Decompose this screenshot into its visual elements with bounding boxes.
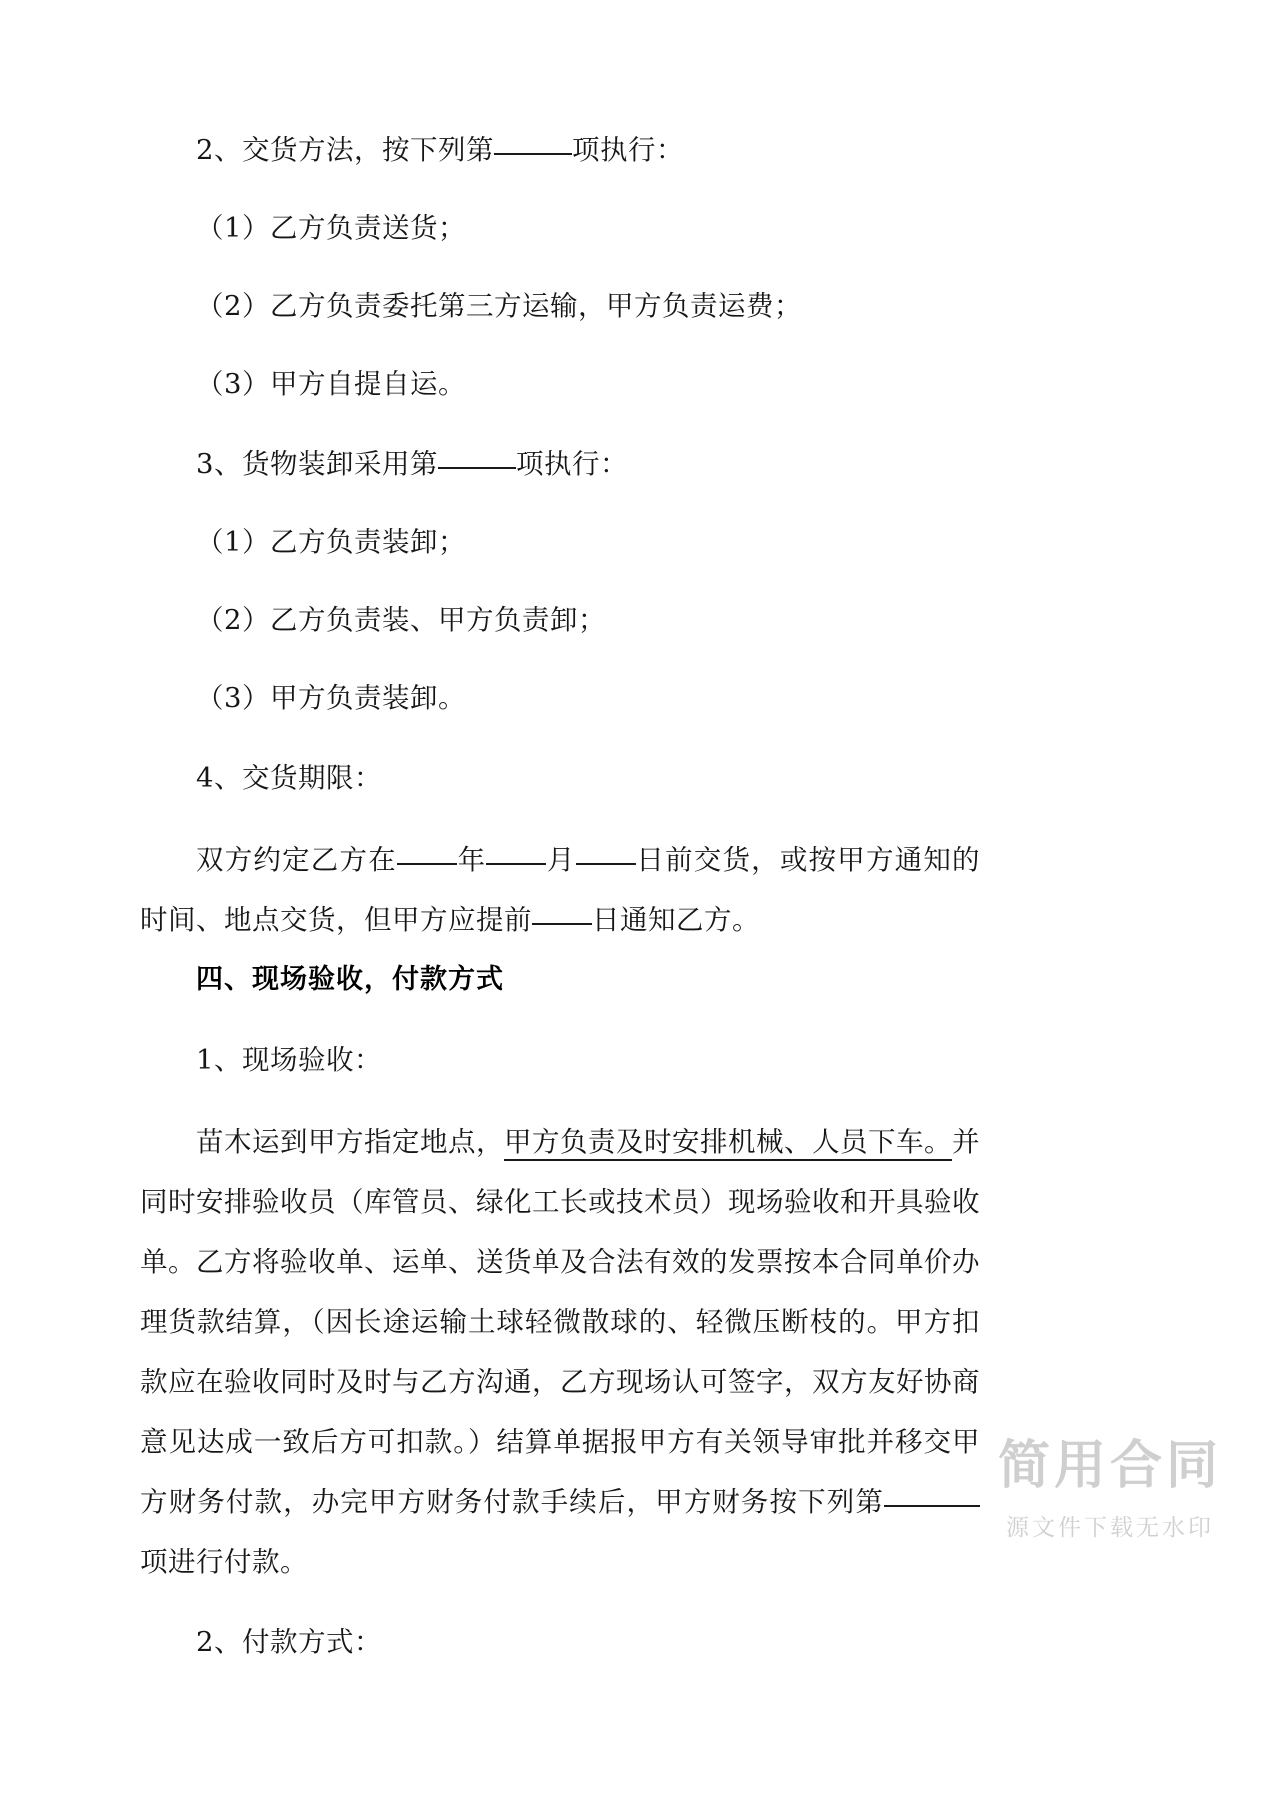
fill-in-blank[interactable]: [576, 863, 636, 865]
text-run: （2）乙方负责委托第三方运输，甲方负责运费；: [196, 290, 802, 322]
numbered-item: [140, 120, 980, 180]
watermark-brand: 简用合同: [997, 1436, 1222, 1497]
fill-in-blank[interactable]: [884, 1505, 980, 1507]
list-item: [140, 354, 980, 414]
watermark-tagline: 源文件下载无水印: [1005, 1515, 1214, 1541]
watermark: [998, 1437, 1222, 1542]
paragraph: [140, 830, 980, 950]
list-item: [140, 512, 980, 572]
list-item: [140, 198, 980, 258]
text-run: 苗木运到甲方指定地点，: [196, 1126, 504, 1158]
text-run: 日前交货，或按甲方通知的时间、地点交货，但甲方应提前: [140, 844, 981, 936]
text-run: 3、货物装卸采用第: [196, 448, 438, 480]
fill-in-blank[interactable]: [397, 863, 457, 865]
section-heading: [140, 950, 980, 1010]
fill-in-blank[interactable]: [486, 863, 546, 865]
text-run: 项执行：: [572, 134, 684, 166]
text-run: 2、交货方法，按下列第: [196, 134, 494, 166]
text-run: （3）甲方负责装卸。: [196, 682, 466, 714]
text-run: 4、交货期限：: [196, 762, 382, 794]
fill-in-blank[interactable]: [438, 467, 516, 469]
list-item: [140, 276, 980, 336]
text-run: （3）甲方自提自运。: [196, 368, 466, 400]
underlined-clause: 甲方负责及时安排机械、人员下车。: [504, 1126, 952, 1161]
text-run: 项进行付款。: [140, 1546, 308, 1578]
text-run: （2）乙方负责装、甲方负责卸；: [196, 604, 606, 636]
numbered-item: [140, 1030, 980, 1090]
text-run: 日通知乙方。: [592, 904, 760, 936]
text-run: 双方约定乙方在: [196, 844, 397, 876]
numbered-item: [140, 748, 980, 808]
text-run: （1）乙方负责送货；: [196, 212, 466, 244]
list-item: [140, 668, 980, 728]
text-run: 项执行：: [516, 448, 628, 480]
text-run: 并同时安排验收员（库管员、绿化工长或技术员）现场验收和开具验收单。乙方将验收单、运单、送货单及合法有效的发票按本合同单价办理货款结算，（因长途运输土球轻微散球的、轻微压断枝的。甲方扣款应在验收同时及时与乙方沟通，乙方现场认可签字，双方友好协商意见达成一致后方可扣款。）结算单据报甲方有关领导审批并移交甲方财务付款，办完甲方财务付款手续后，甲方财务按下列第: [140, 1126, 980, 1518]
text-run: 月: [546, 844, 576, 876]
text-run: 1、现场验收：: [196, 1044, 382, 1076]
document-body: [140, 120, 980, 1672]
text-run: 年: [456, 844, 487, 876]
fill-in-blank[interactable]: [494, 153, 572, 155]
numbered-item: [140, 1612, 980, 1672]
numbered-item: [140, 434, 980, 494]
fill-in-blank[interactable]: [532, 923, 592, 925]
paragraph: [140, 1112, 980, 1592]
text-run: 四、现场验收，付款方式: [196, 964, 504, 995]
text-run: 2、付款方式：: [196, 1626, 382, 1658]
list-item: [140, 590, 980, 650]
text-run: （1）乙方负责装卸；: [196, 526, 466, 558]
